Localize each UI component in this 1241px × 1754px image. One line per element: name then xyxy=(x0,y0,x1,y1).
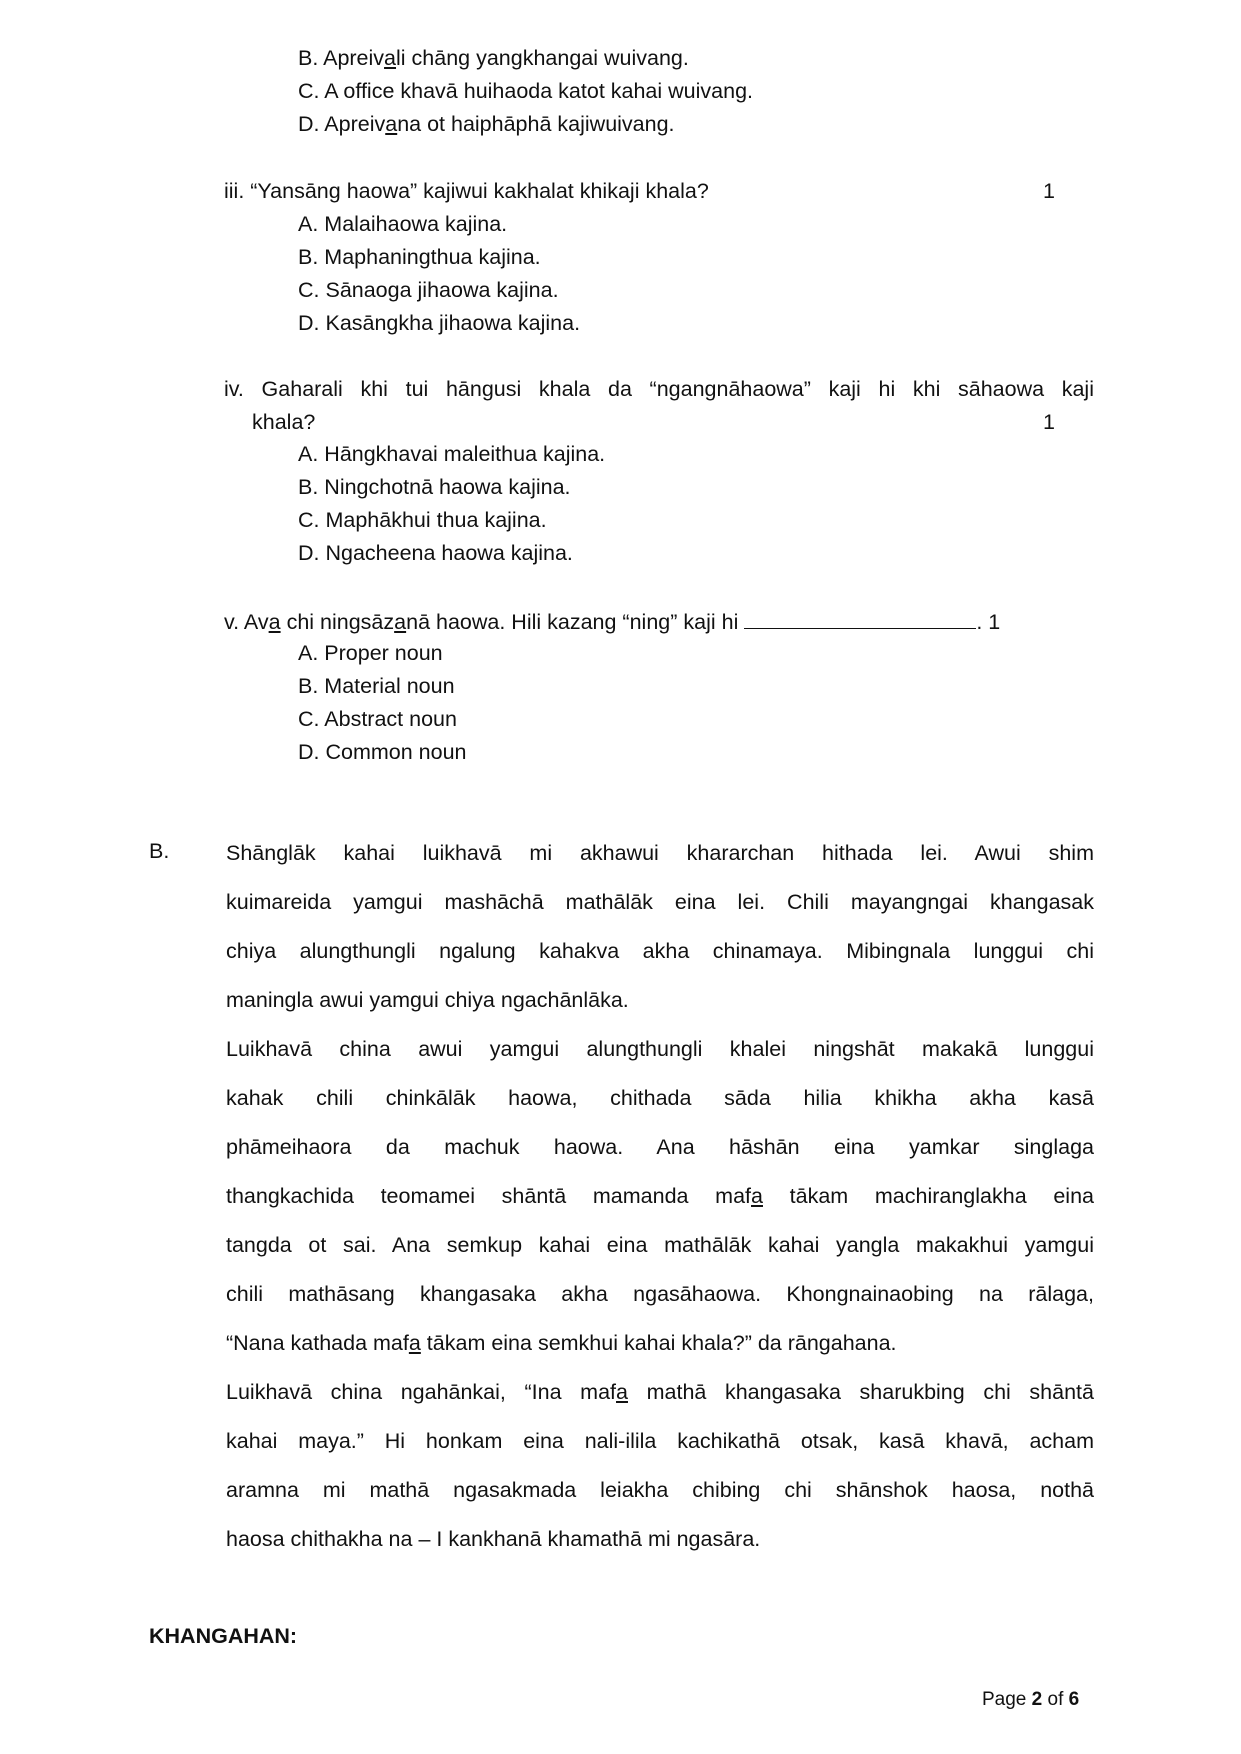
q5-question: v. Ava chi ningsāzanā haowa. Hili kazang “ning” kaji hi . 1 xyxy=(224,610,1001,634)
q4-option-b: B. Ningchotnā haowa kajina. xyxy=(298,475,571,499)
section-b-label: B. xyxy=(149,839,170,863)
passage-line: aramna mi mathā ngasakmada leiakha chibing chi shānshok haosa, nothā xyxy=(226,1478,1094,1502)
khangahan-heading: KHANGAHAN: xyxy=(149,1624,298,1648)
q3-option-c: C. Sānaoga jihaowa kajina. xyxy=(298,278,559,302)
passage-line: Luikhavā china awui yamgui alungthungli khalei ningshāt makakā lunggui xyxy=(226,1037,1094,1061)
passage-line: thangkachida teomamei shāntā mamanda mafa tākam machiranglakha eina xyxy=(226,1184,1094,1208)
q3-option-a: A. Malaihaowa kajina. xyxy=(298,212,508,236)
passage-line: chili mathāsang khangasaka akha ngasāhaowa. Khongnainaobing na rālaga, xyxy=(226,1282,1094,1306)
q3-marks: 1 xyxy=(1043,179,1055,203)
passage-line: chiya alungthungli ngalung kahakva akha chinamaya. Mibingnala lunggui chi xyxy=(226,939,1094,963)
passage-line: tangda ot sai. Ana semkup kahai eina mathālāk kahai yangla makakhui yamgui xyxy=(226,1233,1094,1257)
q5-option-b: B. Material noun xyxy=(298,674,455,698)
page-number: Page 2 of 6 xyxy=(982,1689,1080,1710)
passage-line: Luikhavā china ngahānkai, “Ina mafa mathā khangasaka sharukbing chi shāntā xyxy=(226,1380,1094,1404)
q4-question-line2: khala? xyxy=(252,410,316,434)
q2-option-c: C. A office khavā huihaoda katot kahai wuivang. xyxy=(298,79,753,103)
q5-option-a: A. Proper noun xyxy=(298,641,443,665)
q4-option-a: A. Hāngkhavai maleithua kajina. xyxy=(298,442,606,466)
q2-option-b: B. Apreivali chāng yangkhangai wuivang. xyxy=(298,46,689,70)
q5-option-d: D. Common noun xyxy=(298,740,467,764)
q4-option-d: D. Ngacheena haowa kajina. xyxy=(298,541,573,565)
passage-line: maningla awui yamgui chiya ngachānlāka. xyxy=(226,988,629,1012)
q4-option-c: C. Maphākhui thua kajina. xyxy=(298,508,547,532)
q3-option-d: D. Kasāngkha jihaowa kajina. xyxy=(298,311,581,335)
passage-line: Shānglāk kahai luikhavā mi akhawui khararchan hithada lei. Awui shim xyxy=(226,841,1094,865)
passage-line: kahak chili chinkālāk haowa, chithada sāda hilia khikha akha kasā xyxy=(226,1086,1094,1110)
answer-blank-line xyxy=(744,610,976,629)
q5-marks: . 1 xyxy=(976,610,1001,634)
passage-line: phāmeihaora da machuk haowa. Ana hāshān eina yamkar singlaga xyxy=(226,1135,1094,1159)
q5-option-c: C. Abstract noun xyxy=(298,707,457,731)
q4-question-line1: iv. Gaharali khi tui hāngusi khala da “ngangnāhaowa” kaji hi khi sāhaowa kaji xyxy=(224,377,1094,401)
passage-line: kahai maya.” Hi honkam eina nali-ilila kachikathā otsak, kasā khavā, acham xyxy=(226,1429,1094,1453)
q2-option-d: D. Apreivana ot haiphāphā kajiwuivang. xyxy=(298,112,675,136)
passage-line: haosa chithakha na – I kankhanā khamathā mi ngasāra. xyxy=(226,1527,761,1551)
q3-option-b: B. Maphaningthua kajina. xyxy=(298,245,541,269)
q3-question: iii. “Yansāng haowa” kajiwui kakhalat khikaji khala? xyxy=(224,179,709,203)
passage-line: kuimareida yamgui mashāchā mathālāk eina lei. Chili mayangngai khangasak xyxy=(226,890,1094,914)
q4-marks: 1 xyxy=(1043,410,1055,434)
passage-line: “Nana kathada mafa tākam eina semkhui kahai khala?” da rāngahana. xyxy=(226,1331,897,1355)
